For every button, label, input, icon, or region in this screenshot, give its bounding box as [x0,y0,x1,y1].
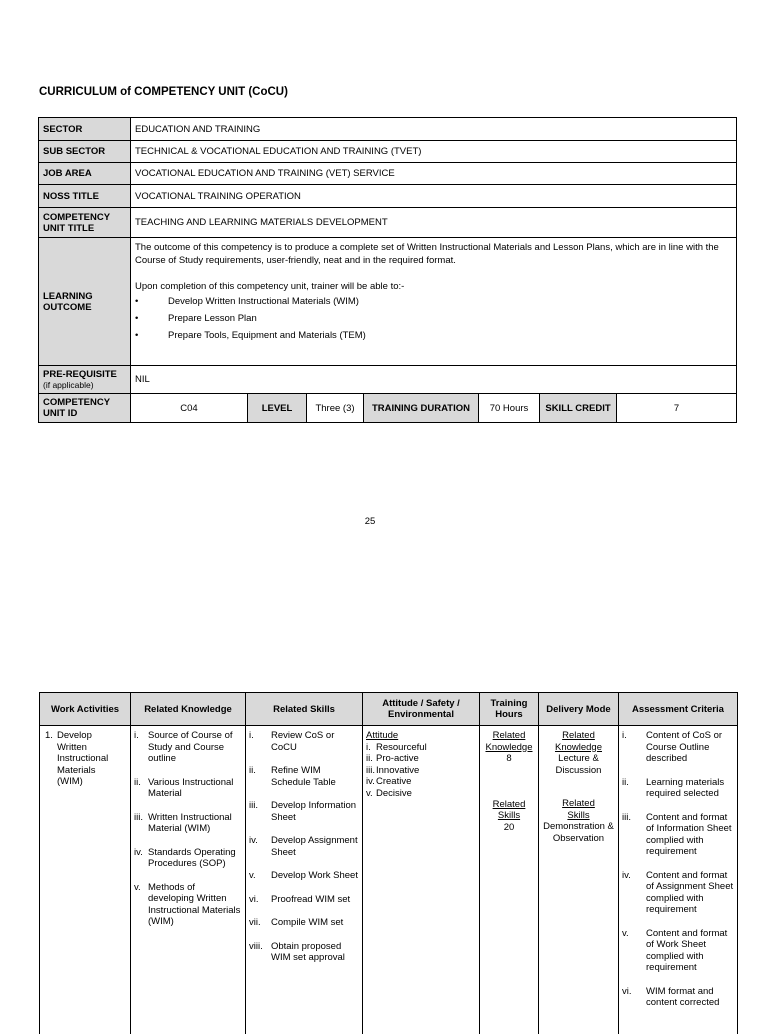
delivery-skills-value: Demonstration & Observation [542,821,615,844]
work-activities-table [39,692,738,1034]
related-knowledge-cell [131,726,246,1034]
list-item: • Develop Written Instructional Materials (WIM) [135,295,732,308]
list-item: i. Review CoS or CoCU [249,730,359,753]
delivery-knowledge-label-2: Knowledge [542,742,615,754]
list-item: iii. Content and format of Information Sheet complied with requirement [622,812,734,858]
prerequisite-value: NIL [131,366,737,394]
list-item: ii. Learning materials required selected [622,777,734,800]
list-item: vii. Compile WIM set [249,917,359,929]
document-title: CURRICULUM of COMPETENCY UNIT (CoCU) [39,86,288,98]
header-assessment-criteria: Assessment Criteria [619,693,738,726]
list-item: viii. Obtain proposed WIM set approval [249,941,359,964]
noss-title-value: VOCATIONAL TRAINING OPERATION [131,185,737,208]
learning-outcome-value [131,238,737,366]
training-duration-value: 70 Hours [479,394,540,423]
hours-knowledge-value: 8 [483,753,535,765]
delivery-mode-cell [539,726,619,1034]
page-number: 25 [0,516,740,527]
list-item: v. Decisive [366,788,476,800]
hours-skills-label-2: Skills [483,810,535,822]
list-item: i. Source of Course of Study and Course outline [134,730,242,765]
list-item: i. Resourceful [366,742,476,754]
delivery-knowledge-label: Related [542,730,615,742]
header-delivery-mode: Delivery Mode [539,693,619,726]
header-work-activities: Work Activities [40,693,131,726]
subsector-value: TECHNICAL & VOCATIONAL EDUCATION AND TRAINING (TVET) [131,141,737,163]
list-item: vi. Proofread WIM set [249,894,359,906]
work-activity-text: Develop Written Instructional Materials (WIM) [57,730,108,787]
work-activity-cell: 1. Develop Written Instructional Materials (WIM) [40,726,131,1034]
list-item: i. Content of CoS or Course Outline described [622,730,734,765]
attitude-heading: Attitude [366,730,476,742]
list-item: v. Methods of developing Written Instructional Materials (WIM) [134,882,242,928]
skill-credit-label: SKILL CREDIT [540,394,617,423]
list-item: iii. Written Instructional Material (WIM) [134,812,242,835]
related-skills-cell [246,726,363,1034]
list-item: • Prepare Lesson Plan [135,312,732,325]
criteria-list [622,730,734,1009]
learning-outcome-intro: Upon completion of this competency unit, trainer will be able to:- [135,280,732,293]
delivery-skills-label-2: Skills [542,810,615,822]
level-label: LEVEL [248,394,307,423]
skills-list [249,730,359,964]
training-duration-label: TRAINING DURATION [364,394,479,423]
skill-credit-value: 7 [617,394,737,423]
list-item: ii. Refine WIM Schedule Table [249,765,359,788]
learning-outcome-paragraph: The outcome of this competency is to produce a complete set of Written Instructional Materials and Lesson Plans, which are in line with the Course of Study requirements, user-friendly, neat and in the required format. [135,241,732,267]
list-item: v. Content and format of Work Sheet complied with requirement [622,928,734,974]
competency-unit-id-label: COMPETENCY UNIT ID [39,394,131,423]
subsector-label: SUB SECTOR [39,141,131,163]
list-item: iv. Creative [366,776,476,788]
hours-skills-value: 20 [483,822,535,834]
delivery-skills-label: Related [542,798,615,810]
header-attitude: Attitude / Safety / Environmental [363,693,480,726]
noss-title-label: NOSS TITLE [39,185,131,208]
list-item: • Prepare Tools, Equipment and Materials (TEM) [135,329,732,342]
prerequisite-label: PRE-REQUISITE (if applicable) [39,366,131,394]
competency-unit-title-label: COMPETENCY UNIT TITLE [39,208,131,238]
list-item: iv. Standards Operating Procedures (SOP) [134,847,242,870]
assessment-criteria-cell [619,726,738,1034]
jobarea-value: VOCATIONAL EDUCATION AND TRAINING (VET) SERVICE [131,163,737,185]
list-item: iii. Develop Information Sheet [249,800,359,823]
attitude-cell [363,726,480,1034]
list-item: v. Develop Work Sheet [249,870,359,882]
learning-outcome-label: LEARNING OUTCOME [39,238,131,366]
competency-unit-title-value: TEACHING AND LEARNING MATERIALS DEVELOPMENT [131,208,737,238]
list-item: iii. Innovative [366,765,476,777]
list-item: ii. Pro-active [366,753,476,765]
hours-knowledge-label-2: Knowledge [483,742,535,754]
header-related-knowledge: Related Knowledge [131,693,246,726]
competency-info-table [38,117,737,423]
sector-value: EDUCATION AND TRAINING [131,118,737,141]
jobarea-label: JOB AREA [39,163,131,185]
competency-unit-id-value: C04 [131,394,248,423]
header-training-hours: Training Hours [480,693,539,726]
hours-knowledge-label: Related [483,730,535,742]
list-item: iv. Develop Assignment Sheet [249,835,359,858]
list-item: iv. Content and format of Assignment Sheet complied with requirement [622,870,734,916]
learning-outcome-list [135,295,732,342]
list-item: vi. WIM format and content corrected [622,986,734,1009]
sector-label: SECTOR [39,118,131,141]
training-hours-cell [480,726,539,1034]
header-related-skills: Related Skills [246,693,363,726]
level-value: Three (3) [307,394,364,423]
list-item: ii. Various Instructional Material [134,777,242,800]
knowledge-list [134,730,242,928]
delivery-knowledge-value: Lecture & Discussion [542,753,615,776]
hours-skills-label: Related [483,799,535,811]
